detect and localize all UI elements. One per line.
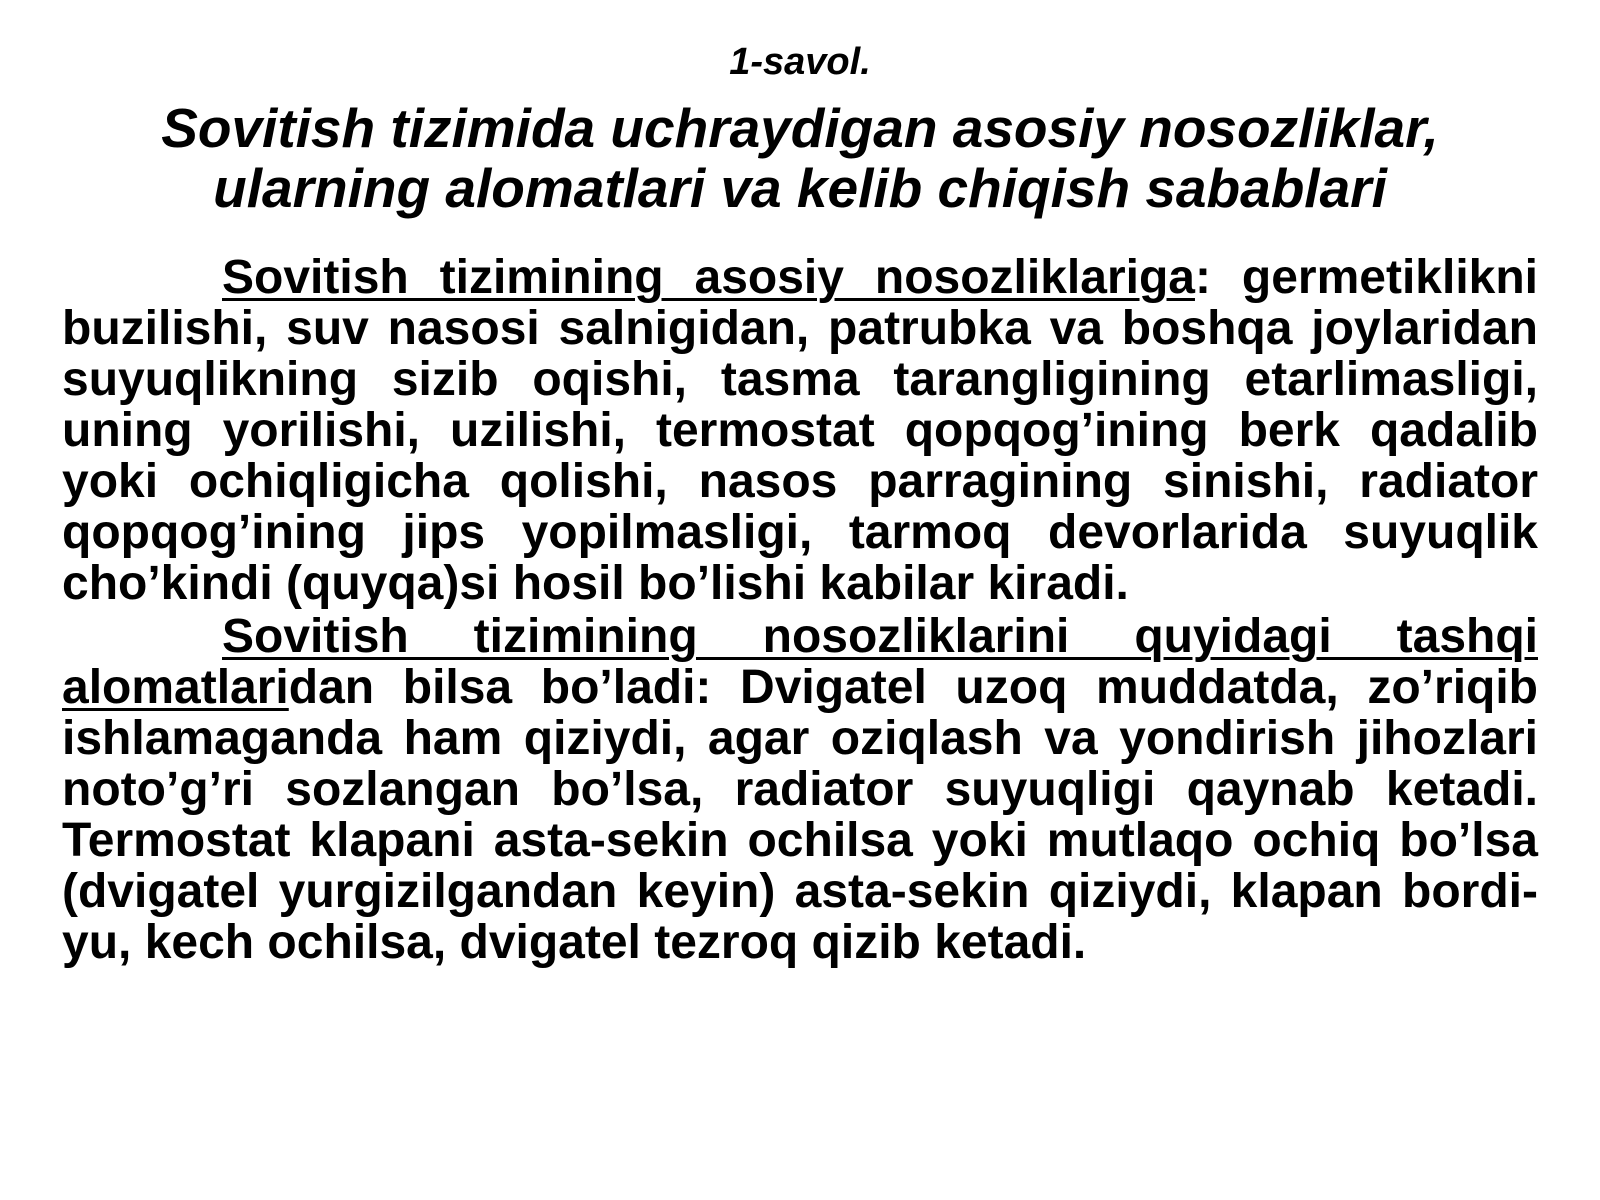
slide-title-line-2: ularning alomatlari va kelib chiqish sabablari <box>213 157 1387 219</box>
slide-title <box>62 98 1538 218</box>
question-label: 1-savol. <box>729 41 871 83</box>
paragraph-symptoms-lead: Sovitish tizimining nosozliklarini quyidagi tashqi alomatlari <box>62 610 1538 714</box>
slide-title-line-1: Sovitish tizimida uchraydigan asosiy nosozliklar, <box>161 97 1439 159</box>
paragraph-symptoms-text: dan bilsa bo’ladi: Dvigatel uzoq muddatda, zo’riqib ishlamaganda ham qiziydi, agar oziqlash va yondirish jihozlari noto’g’ri sozlangan bo’lsa, radiator suyuqligi qaynab ketadi. Termostat klapani asta-sekin ochilsa yoki mutlaqo ochiq bo’lsa (dvigatel yurgizilgandan keyin) asta-sekin qiziydi, klapan bordi-yu, kech ochilsa, dvigatel tezroq qizib ketadi. <box>62 661 1538 969</box>
paragraph-faults-lead: Sovitish tizimining asosiy nosozliklariga <box>222 251 1195 304</box>
paragraph-symptoms <box>62 611 1538 968</box>
paragraph-faults-text: : germetiklikni buzilishi, suv nasosi salnigidan, patrubka va boshqa joylaridan suyuqlikning sizib oqishi, tasma tarangligining etarlimasligi, uning yorilishi, uzilishi, termostat qopqog’ining berk qadalib yoki ochiqligicha qolishi, nasos parragining sinishi, radiator qopqog’ining jips yopilmasligi, tarmoq devorlarida suyuqlik cho’kindi (quyqa)si hosil bo’lishi kabilar kiradi. <box>62 251 1539 610</box>
paragraph-faults <box>62 252 1538 609</box>
